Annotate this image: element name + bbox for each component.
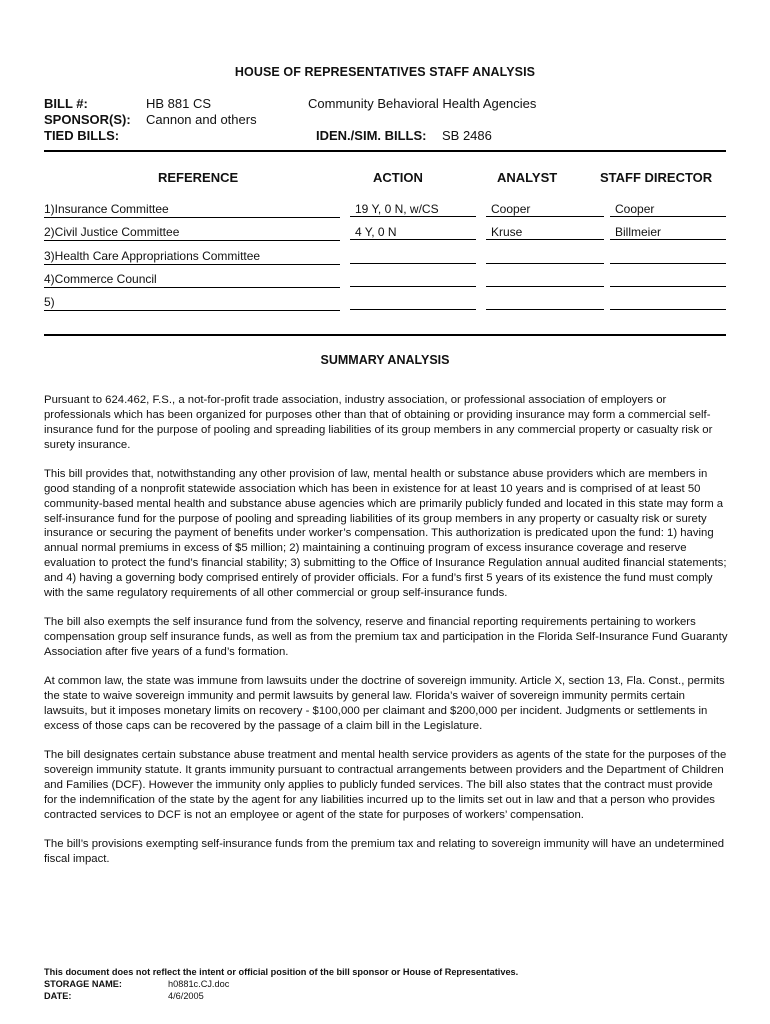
date-value: 4/6/2005	[168, 991, 204, 1001]
director-cell	[610, 249, 726, 264]
reference-row-number: 5)	[44, 295, 55, 310]
action-cell: 4 Y, 0 N	[350, 225, 476, 240]
action-cell	[350, 249, 476, 264]
reference-committee: Insurance Committee	[54, 202, 169, 216]
analyst-cell	[486, 272, 604, 287]
storage-name-value: h0881c.CJ.doc	[168, 979, 230, 989]
table-divider	[44, 334, 726, 336]
action-cell	[350, 295, 476, 310]
document-footer	[44, 966, 518, 1002]
staff-director-column-header: STAFF DIRECTOR	[600, 170, 713, 185]
reference-row	[44, 272, 340, 288]
storage-name-row	[44, 978, 518, 990]
reference-row	[44, 225, 340, 241]
summary-paragraph: The bill also exempts the self insurance fund from the solvency, reserve and financial reporting requirements pertaining to workers compensation group self insurance funds, as well as from the premium tax and participation in the Florida Self-Insurance Fund Guaranty Association after five years of a fund’s formation.	[44, 616, 728, 658]
analyst-cell: Kruse	[486, 225, 604, 240]
reference-row	[44, 295, 340, 311]
reference-row-number: 2)	[44, 225, 55, 240]
summary-paragraph: The bill designates certain substance abuse treatment and mental health service providers as agents of the state for the purposes of the sovereign immunity statute. It grants immunity pursuant to contractual arrangements between providers and the Department of Children and Families (DCF). However the immunity only applies to publicly funded services. The bill also states that the contract must provide for the indemnification of the state by the agent for any liabilities incurred up to the limits set out in law and that a person who provides contracted services to DCF is not an employee or agent of the state for purposes of workers’ compensation.	[44, 749, 727, 821]
reference-row-number: 1)	[44, 202, 55, 216]
sponsors-label: SPONSOR(S):	[44, 112, 131, 127]
sponsors-value: Cannon and others	[146, 112, 257, 127]
header-divider	[44, 150, 726, 152]
reference-committee: Civil Justice Committee	[54, 225, 180, 240]
summary-paragraph: Pursuant to 624.462, F.S., a not-for-profit trade association, industry association, or professional association of employers or professionals which has been organized for purposes other than that of obtaining or providing insurance may form a commercial self-insurance fund for the purpose of pooling and spreading liabilities of its group members in any commercial property or casualty risk or surety insurance.	[44, 394, 713, 451]
bill-title: Community Behavioral Health Agencies	[308, 96, 537, 111]
reference-row	[44, 202, 340, 218]
director-cell: Billmeier	[610, 225, 726, 240]
reference-column-header: REFERENCE	[158, 170, 239, 185]
reference-row-number: 3)	[44, 248, 55, 263]
director-cell	[610, 272, 726, 287]
summary-paragraph: The bill’s provisions exempting self-insurance funds from the premium tax and relating to sovereign immunity will have an undetermined fiscal impact.	[44, 838, 725, 865]
summary-heading: SUMMARY ANALYSIS	[320, 353, 450, 367]
director-cell	[610, 295, 726, 310]
reference-committee: Health Care Appropriations Committee	[54, 248, 261, 263]
action-cell: 19 Y, 0 N, w/CS	[350, 202, 476, 217]
analyst-cell	[486, 295, 604, 310]
bill-number-value: HB 881 CS	[146, 96, 212, 111]
analyst-column-header: ANALYST	[497, 170, 558, 185]
reference-row-number: 4)	[44, 271, 55, 286]
date-label: DATE:	[44, 991, 72, 1001]
reference-committee: Commerce Council	[54, 271, 157, 286]
action-cell	[350, 272, 476, 287]
bill-number-label: BILL #:	[44, 96, 88, 111]
page-title: HOUSE OF REPRESENTATIVES STAFF ANALYSIS	[234, 65, 536, 79]
iden-sim-bills-label: IDEN./SIM. BILLS:	[316, 128, 427, 143]
storage-name-label: STORAGE NAME:	[44, 979, 122, 989]
analyst-cell	[486, 249, 604, 264]
reference-row	[44, 249, 340, 265]
action-column-header: ACTION	[373, 170, 423, 185]
iden-sim-bills-value: SB 2486	[442, 128, 492, 143]
footer-disclaimer: This document does not reflect the intent or official position of the bill sponsor or House of Representatives.	[44, 967, 519, 977]
summary-paragraph: At common law, the state was immune from lawsuits under the doctrine of sovereign immunity. Article X, section 13, Fla. Const., permits the state to waive sovereign immunity and permit lawsuits by general law. Florida’s waiver of sovereign immunity permits certain lawsuits, but it imposes monetary limits on recovery - $100,000 per claimant and $200,000 per incident. Judgments or settlements in excess of those caps can be recovered by the passage of a claim bill in the Legislature.	[44, 675, 725, 732]
date-row	[44, 990, 518, 1002]
director-cell: Cooper	[610, 202, 726, 217]
summary-body	[44, 393, 728, 881]
tied-bills-label: TIED BILLS:	[44, 128, 120, 143]
summary-paragraph: This bill provides that, notwithstanding any other provision of law, mental health or substance abuse providers which are members in good standing of a nonprofit statewide association which has been in existence for at least 10 years and is comprised of at least 50 community-based mental health and substance abuse agencies which are primarily publicly funded and located in this state may form a self-insurance fund for the purpose of pooling and spreading liabilities of its group members in any property or casualty risk or surety insurance or securing the payment of benefits under worker’s compensation. This authorization is predicated upon the fund: 1) having annual normal premiums in excess of $5 million; 2) maintaining a continuing program of excess insurance coverage and reserve evaluation to protect the fund’s financial stability; 3) submitting to the Office of Insurance Regulation annual audited financial statements; and 4) having a governing body comprised entirely of provider officials. For a fund’s first 5 years of its existence the fund must comply with the same regulatory requirements of all other commercial or group self-insurance funds.	[44, 467, 727, 599]
analyst-cell: Cooper	[486, 202, 604, 217]
